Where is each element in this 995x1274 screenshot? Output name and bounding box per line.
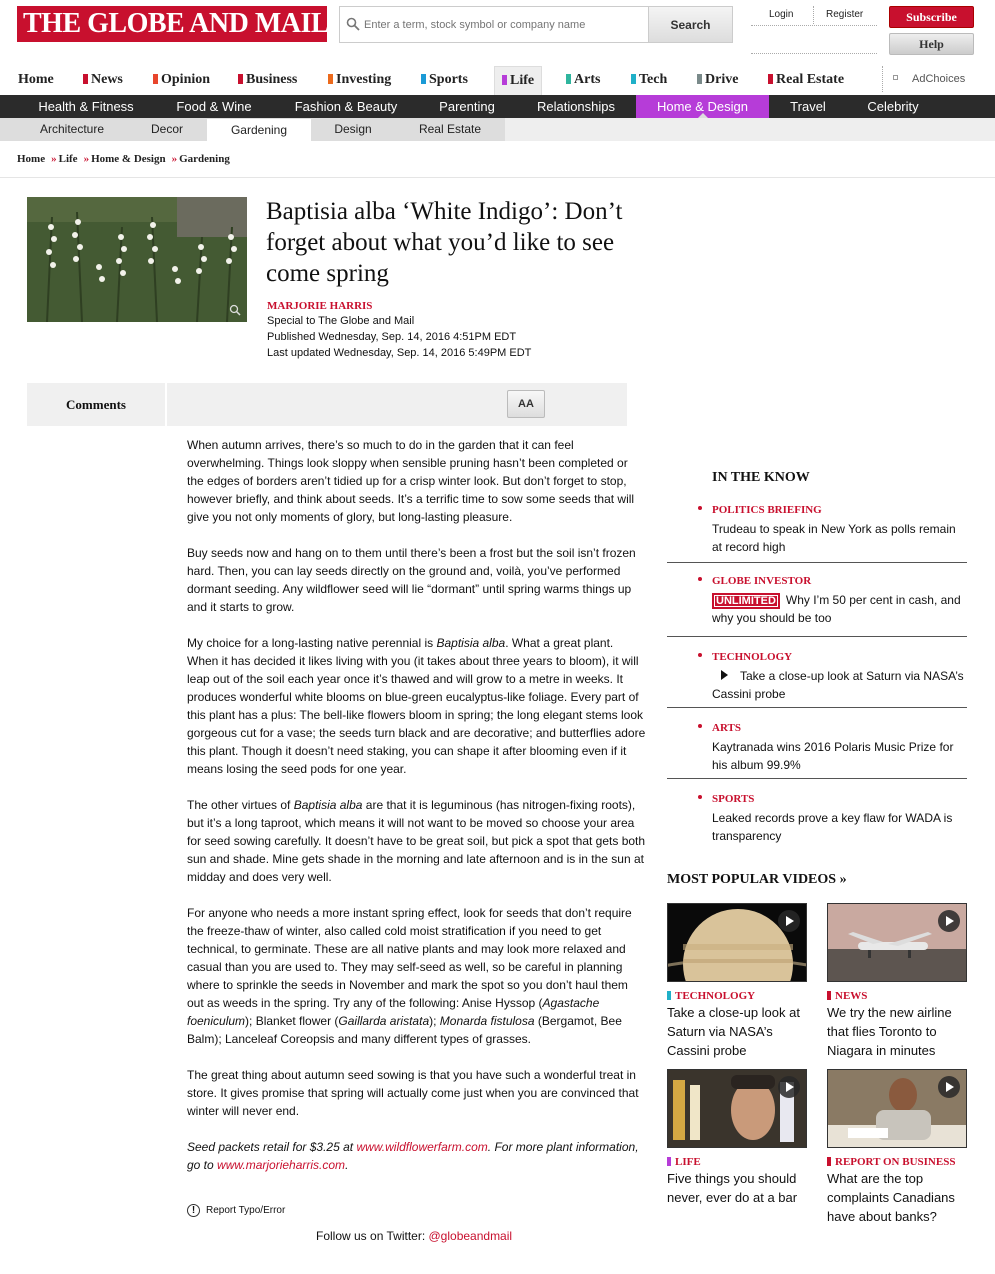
text: (Bergamot, Bee Balm); Lanceleaf Coreopsis and many different types of grasses. xyxy=(187,1014,622,1046)
zoom-icon[interactable] xyxy=(229,304,241,316)
nav-opinion[interactable] xyxy=(153,66,210,95)
bullet-icon xyxy=(698,724,702,728)
help-button[interactable]: Help xyxy=(889,33,974,55)
text: For anyone who needs a more instant spring effect, look for seeds that don’t require the freeze-thaw of winter, also called cold moist stratification if you need to get technical, to germinate. These are all native plants and may look more relaxed and casual than you are used to. They may self-seed as well, so be careful in planning where to sprinkle the seeds in November and mark the spot so you don’t haul them out as weeds in the spring. Try any of the following: Anise Hyssop ( xyxy=(187,906,632,1010)
updated-date: Last updated Wednesday, Sep. 14, 2016 5:49PM EDT xyxy=(267,347,532,359)
subnav-food-wine[interactable]: Food & Wine xyxy=(176,99,252,114)
paragraph xyxy=(187,904,647,1048)
play-icon[interactable] xyxy=(778,910,800,932)
nav-investing[interactable] xyxy=(328,66,391,95)
section-color-icon xyxy=(697,74,702,84)
category-decor[interactable]: Decor xyxy=(150,122,183,136)
nav-label: Sports xyxy=(429,72,468,87)
bullet-icon xyxy=(698,795,702,799)
nav-label: Real Estate xyxy=(776,72,845,87)
know-category: ARTS xyxy=(712,722,741,734)
category-architecture[interactable]: Architecture xyxy=(39,122,105,136)
twitter-handle-link[interactable]: @globeandmail xyxy=(428,1229,513,1243)
follow-twitter xyxy=(316,1229,512,1243)
nav-label: Investing xyxy=(336,72,392,87)
flower-photo xyxy=(27,197,247,322)
nav-drive[interactable] xyxy=(697,66,738,95)
nav-label: Life xyxy=(510,73,535,88)
video-title[interactable]: What are the top complaints Canadians have about banks? xyxy=(827,1171,955,1224)
video-category-label: TECHNOLOGY xyxy=(675,990,756,1002)
nav-news[interactable] xyxy=(83,66,123,95)
nav-label: Business xyxy=(246,72,298,87)
paragraph xyxy=(187,634,647,778)
section-color-icon xyxy=(566,74,571,84)
nav-home[interactable] xyxy=(18,66,54,95)
video-thumbnail[interactable] xyxy=(827,1069,967,1148)
video-category xyxy=(667,1156,807,1168)
video-thumbnail[interactable] xyxy=(667,903,807,982)
plant-name: Gaillarda aristata xyxy=(338,1014,430,1028)
font-size-button[interactable]: AA xyxy=(507,390,545,418)
know-category: TECHNOLOGY xyxy=(712,651,793,663)
divider xyxy=(0,177,995,178)
know-headline-text: Take a close-up look at Saturn via NASA’s Cassini probe xyxy=(712,669,964,701)
paragraph: When autumn arrives, there’s so much to do in the garden that it can feel overwhelming. Things look sloppy when sensible pruning hasn’t been completed or the edges of borders aren’t tidied up for a crisp winter look. But don’t forget to stop, however briefly, and think about seeds. It’s a terrific time to sow some seeds that will give you not only moments of glory, but long-lasting pleasure. xyxy=(187,438,635,524)
text: . For more plant information, go to xyxy=(187,1140,639,1172)
unlimited-badge: UNLIMITED xyxy=(712,593,780,609)
subnav-parenting[interactable]: Parenting xyxy=(439,99,495,114)
adchoices-label: AdChoices xyxy=(912,73,966,85)
subnav-label: Home & Design xyxy=(656,99,749,114)
know-headline: Kaytranada wins 2016 Polaris Music Prize for his album 99.9% xyxy=(712,740,954,772)
play-icon[interactable] xyxy=(938,910,960,932)
video-title[interactable]: Five things you should never, ever do at a bar xyxy=(667,1171,798,1205)
author-name[interactable]: MARJORIE HARRIS xyxy=(267,300,373,312)
plant-name: Baptisia alba xyxy=(293,798,363,812)
section-color-icon xyxy=(238,74,243,84)
nav-label: Home xyxy=(18,72,54,87)
know-category: POLITICS BRIEFING xyxy=(712,504,822,516)
section-color-icon xyxy=(502,75,507,85)
main-nav xyxy=(0,66,995,95)
alert-icon: ! xyxy=(187,1204,200,1217)
video-card[interactable] xyxy=(827,1069,967,1226)
login-link[interactable]: Login xyxy=(769,9,794,20)
nav-label: Arts xyxy=(574,72,601,87)
section-subnav xyxy=(0,95,995,118)
breadcrumb xyxy=(17,153,230,165)
marjorieharris-link[interactable]: www.marjorieharris.com xyxy=(217,1158,346,1172)
article-hero-image[interactable] xyxy=(27,197,247,322)
text: ); xyxy=(429,1014,440,1028)
bullet-icon xyxy=(698,577,702,581)
know-headline-text: Why I’m 50 per cent in cash, and why you should be too xyxy=(712,593,961,625)
account-divider xyxy=(751,34,877,54)
breadcrumb-arrow-icon: » xyxy=(51,153,57,165)
video-card[interactable] xyxy=(827,903,967,1060)
nav-arts[interactable] xyxy=(566,66,600,95)
published-date: Published Wednesday, Sep. 14, 2016 4:51PM EDT xyxy=(267,331,517,343)
breadcrumb-gardening[interactable]: Gardening xyxy=(179,153,230,165)
search-box xyxy=(339,6,733,43)
site-logo[interactable] xyxy=(17,6,330,42)
text: The other virtues of xyxy=(187,798,294,812)
nav-label: Tech xyxy=(639,72,668,87)
byline-role: Special to The Globe and Mail xyxy=(267,315,415,327)
adchoices-icon xyxy=(893,75,898,80)
paragraph xyxy=(187,1138,647,1174)
section-color-icon xyxy=(631,74,636,84)
video-category-label: REPORT ON BUSINESS xyxy=(835,1156,956,1168)
subscribe-button[interactable]: Subscribe xyxy=(889,6,974,28)
paragraph: Buy seeds now and hang on to them until there’s been a frost but the soil isn’t frozen hard. Then, you can lay seeds directly on the ground and, voilà, you’ve performed dormant seeding. Any wildflower seed will lie “dormant” until spring warms things up and it starts to grow. xyxy=(187,546,636,614)
category-design[interactable]: Design xyxy=(334,122,372,136)
section-color-icon xyxy=(328,74,333,84)
article-toolbar xyxy=(27,383,627,426)
play-icon xyxy=(721,670,728,680)
follow-label: Follow us on Twitter: xyxy=(316,1229,429,1243)
comments-button[interactable]: Comments xyxy=(27,383,167,426)
know-category: GLOBE INVESTOR xyxy=(712,575,812,587)
text: . What a great plant. When it has decided it likes living with you (it takes about three years to bloom), it will leap out of the soil each year once it’s thawed and will grow to a metre in weeks. It produces wonderful white blooms on blue-green eucalyptus-like foliage. Every part of this plant has a plus: The bell-like flowers bloom in spring; the long elegant stems look gorgeous cut for a vase; the seeds turn black and are decorative; and butterflies adore this plant. Though it doesn’t need staking, you can shape it after blooming even if it means losing the seed pods for one year. xyxy=(187,636,646,776)
plant-name: Agastache foeniculum xyxy=(187,996,600,1028)
know-headline xyxy=(712,591,967,627)
text: Seed packets retail for $3.25 at xyxy=(187,1140,357,1154)
know-item[interactable] xyxy=(667,651,967,708)
subnav-home-design[interactable] xyxy=(636,95,769,118)
nav-life[interactable] xyxy=(494,66,542,95)
subnav-travel[interactable]: Travel xyxy=(790,99,826,114)
nav-sports[interactable] xyxy=(421,66,468,95)
know-headline: Leaked records prove a key flaw for WADA is transparency xyxy=(712,811,953,843)
subnav-health-fitness[interactable]: Health & Fitness xyxy=(38,99,134,114)
report-label: Report Typo/Error xyxy=(206,1205,286,1216)
article-headline: Baptisia alba ‘White Indigo’: Don’t forget about what you’d like to see come spring xyxy=(266,198,623,287)
popular-videos-title[interactable]: MOST POPULAR VIDEOS » xyxy=(667,872,847,887)
section-color-icon xyxy=(827,1157,831,1166)
text: . xyxy=(345,1158,349,1172)
text: are that it is leguminous (has nitrogen-fixing roots), but it’s a long taproot, which means it will not want to be moved so choose your area for seed sowing carefully. It doesn’t have to be great soil, but pick a spot that gets both sun and shade. Mine gets shade in the morning and late afternoon and is in the sun at midday and does very well. xyxy=(187,798,646,884)
bullet-icon xyxy=(698,653,702,657)
video-thumbnail[interactable] xyxy=(827,903,967,982)
nav-tech[interactable] xyxy=(631,66,667,95)
know-item[interactable] xyxy=(667,722,967,779)
nav-business[interactable] xyxy=(238,66,297,95)
section-color-icon xyxy=(153,74,158,84)
logo-text: THE GLOBE AND MAIL xyxy=(23,8,330,39)
category-real-estate[interactable]: Real Estate xyxy=(418,122,482,136)
account-links xyxy=(751,6,877,26)
section-color-icon xyxy=(667,991,671,1000)
section-color-icon xyxy=(768,74,773,84)
video-thumbnail[interactable] xyxy=(667,1069,807,1148)
video-card[interactable] xyxy=(667,903,807,1060)
video-category xyxy=(827,990,967,1002)
search-button[interactable]: Search xyxy=(648,7,732,42)
section-color-icon xyxy=(83,74,88,84)
category-gardening[interactable]: Gardening xyxy=(207,118,311,141)
play-icon[interactable] xyxy=(778,1076,800,1098)
search-input[interactable] xyxy=(364,15,644,35)
subnav-celebrity[interactable]: Celebrity xyxy=(867,99,919,114)
video-category xyxy=(827,1156,967,1168)
report-typo-link[interactable] xyxy=(187,1204,285,1217)
video-category-label: LIFE xyxy=(675,1156,701,1168)
know-item[interactable] xyxy=(667,575,967,637)
divider xyxy=(813,6,814,24)
nav-label: Drive xyxy=(705,72,739,87)
adchoices-link[interactable] xyxy=(882,66,965,92)
breadcrumb-arrow-icon: » xyxy=(83,153,90,165)
paragraph: The great thing about autumn seed sowing is that you have such a wonderful treat in store. It gives promise that spring will actually come just when you are convinced that winter will never end. xyxy=(187,1068,639,1118)
section-color-icon xyxy=(667,1157,671,1166)
video-category xyxy=(667,990,807,1002)
bullet-icon xyxy=(698,506,702,510)
search-icon xyxy=(346,17,360,31)
know-headline xyxy=(712,667,967,703)
know-headline: Trudeau to speak in New York as polls remain at record high xyxy=(712,522,956,554)
register-link[interactable]: Register xyxy=(826,9,864,20)
nav-real-estate[interactable] xyxy=(768,66,844,95)
category-subnav-fill xyxy=(505,118,995,141)
breadcrumb-arrow-icon: » xyxy=(171,153,178,165)
paragraph xyxy=(187,796,647,886)
nav-label: Opinion xyxy=(161,72,211,87)
breadcrumb-home[interactable]: Home xyxy=(17,153,46,165)
subnav-fashion-beauty[interactable]: Fashion & Beauty xyxy=(294,99,398,114)
subnav-relationships[interactable]: Relationships xyxy=(536,99,616,114)
video-title[interactable]: Take a close-up look at Saturn via NASA’s Cassini probe xyxy=(667,1005,800,1058)
breadcrumb-home-design[interactable]: Home & Design xyxy=(91,153,166,165)
video-title[interactable]: We try the new airline that flies Toronto to Niagara in minutes xyxy=(827,1005,952,1058)
know-category: SPORTS xyxy=(712,793,755,805)
in-the-know-title: IN THE KNOW xyxy=(712,470,810,485)
video-card[interactable] xyxy=(667,1069,807,1207)
section-color-icon xyxy=(421,74,426,84)
wildflowerfarm-link[interactable]: www.wildflowerfarm.com xyxy=(356,1140,488,1154)
text: ); Blanket flower ( xyxy=(245,1014,339,1028)
video-category-label: NEWS xyxy=(835,990,868,1002)
play-icon[interactable] xyxy=(938,1076,960,1098)
know-item[interactable] xyxy=(667,504,967,563)
text: My choice for a long-lasting native perennial is xyxy=(187,636,437,650)
plant-name: Monarda fistulosa xyxy=(439,1014,535,1028)
know-item[interactable] xyxy=(667,793,967,845)
breadcrumb-life[interactable]: Life xyxy=(58,153,78,165)
section-color-icon xyxy=(827,991,831,1000)
plant-name: Baptisia alba xyxy=(436,636,506,650)
article-body xyxy=(187,436,647,1192)
nav-label: News xyxy=(91,72,123,87)
